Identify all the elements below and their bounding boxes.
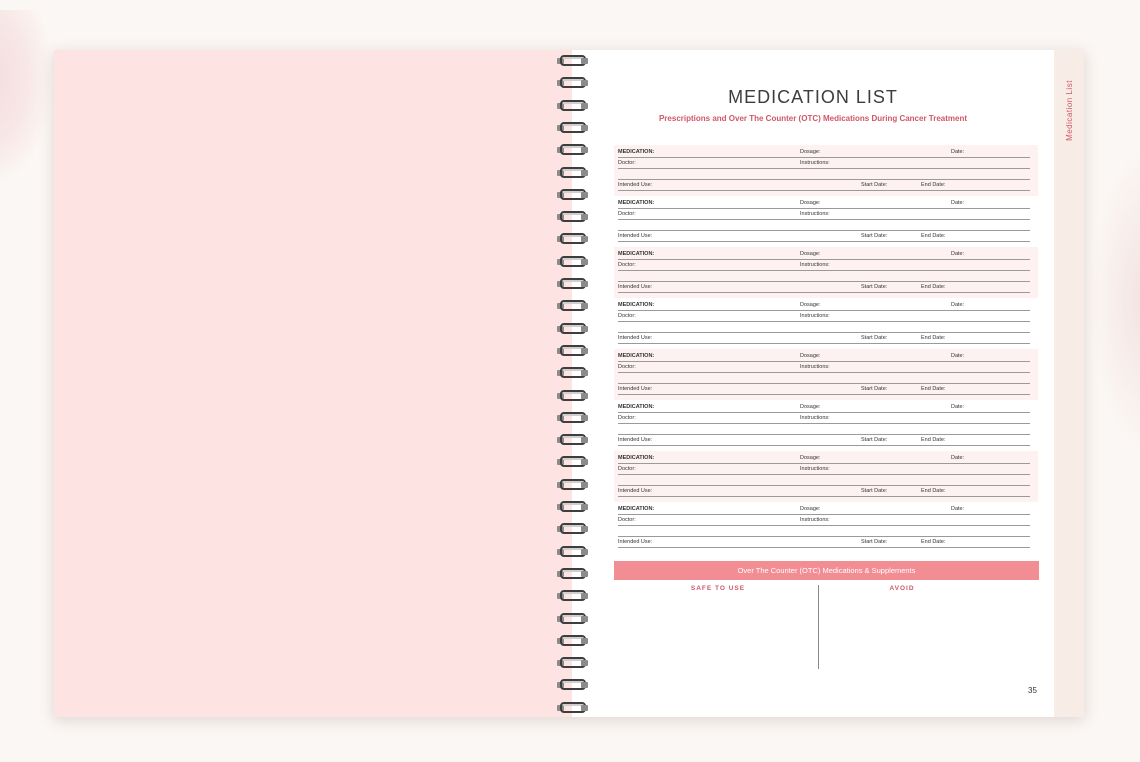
background-blossom-right (1090, 150, 1140, 450)
doctor-label: Doctor: (618, 160, 636, 166)
date-label: Date: (951, 200, 965, 206)
spiral-ring (554, 701, 592, 715)
dosage-label: Dosage: (800, 404, 821, 410)
medication-entry (614, 451, 1038, 502)
start-date-label: Start Date: (861, 386, 888, 392)
start-date-label: Start Date: (861, 233, 888, 239)
medication-label: MEDICATION: (618, 200, 655, 206)
column-divider (818, 585, 819, 669)
dosage-label: Dosage: (800, 149, 821, 155)
spiral-ring (554, 143, 592, 157)
start-date-label: Start Date: (861, 437, 888, 443)
end-date-label: End Date: (921, 488, 946, 494)
dosage-label: Dosage: (800, 302, 821, 308)
doctor-label: Doctor: (618, 211, 636, 217)
spiral-ring (554, 634, 592, 648)
right-page (572, 50, 1054, 717)
intended-use-row[interactable] (618, 536, 1030, 548)
start-date-label: Start Date: (861, 182, 888, 188)
spiral-ring (554, 678, 592, 692)
instructions-label: Instructions: (800, 313, 830, 319)
doctor-label: Doctor: (618, 415, 636, 421)
intended-use-label: Intended Use: (618, 437, 653, 443)
spiral-ring (554, 411, 592, 425)
doctor-label: Doctor: (618, 466, 636, 472)
side-tab[interactable] (1054, 50, 1084, 717)
otc-banner (614, 561, 1039, 580)
spiral-ring (554, 344, 592, 358)
medication-label: MEDICATION: (618, 149, 655, 155)
page-subtitle: Prescriptions and Over The Counter (OTC) Medications During Cancer Treatment (658, 114, 968, 123)
start-date-label: Start Date: (861, 539, 888, 545)
intended-use-label: Intended Use: (618, 284, 653, 290)
medication-entry (614, 502, 1038, 553)
medication-label: MEDICATION: (618, 506, 655, 512)
medication-entry (614, 196, 1038, 247)
spiral-ring (554, 389, 592, 403)
spiral-ring (554, 522, 592, 536)
date-label: Date: (951, 455, 965, 461)
page-title: MEDICATION LIST (728, 87, 898, 107)
spiral-ring (554, 656, 592, 670)
end-date-label: End Date: (921, 386, 946, 392)
spiral-ring (554, 76, 592, 90)
medication-label: MEDICATION: (618, 353, 655, 359)
intended-use-row[interactable] (618, 281, 1030, 293)
dosage-label: Dosage: (800, 506, 821, 512)
end-date-label: End Date: (921, 539, 946, 545)
medication-entry (614, 145, 1038, 196)
spiral-ring (554, 433, 592, 447)
spiral-ring (554, 455, 592, 469)
spiral-ring (554, 277, 592, 291)
instructions-label: Instructions: (800, 466, 830, 472)
start-date-label: Start Date: (861, 488, 888, 494)
spiral-ring (554, 567, 592, 581)
intended-use-label: Intended Use: (618, 539, 653, 545)
background-blossom-left (0, 10, 50, 180)
page-number: 35 (1028, 686, 1037, 695)
date-label: Date: (951, 404, 965, 410)
doctor-label: Doctor: (618, 517, 636, 523)
safe-to-use-heading: SAFE TO USE (690, 585, 746, 592)
dosage-label: Dosage: (800, 251, 821, 257)
instructions-label: Instructions: (800, 364, 830, 370)
spiral-ring (554, 188, 592, 202)
intended-use-label: Intended Use: (618, 386, 653, 392)
instructions-label: Instructions: (800, 415, 830, 421)
spiral-ring (554, 612, 592, 626)
intended-use-label: Intended Use: (618, 233, 653, 239)
medication-label: MEDICATION: (618, 404, 655, 410)
medication-label: MEDICATION: (618, 455, 655, 461)
instructions-label: Instructions: (800, 517, 830, 523)
spiral-ring (554, 99, 592, 113)
intended-use-row[interactable] (618, 383, 1030, 395)
date-label: Date: (951, 302, 965, 308)
doctor-label: Doctor: (618, 364, 636, 370)
intended-use-label: Intended Use: (618, 335, 653, 341)
dosage-label: Dosage: (800, 353, 821, 359)
instructions-label: Instructions: (800, 211, 830, 217)
doctor-label: Doctor: (618, 313, 636, 319)
medication-entries (614, 145, 1038, 553)
spiral-ring (554, 232, 592, 246)
spiral-ring (554, 166, 592, 180)
end-date-label: End Date: (921, 182, 946, 188)
medication-entry (614, 349, 1038, 400)
start-date-label: Start Date: (861, 284, 888, 290)
medication-label: MEDICATION: (618, 251, 655, 257)
intended-use-row[interactable] (618, 179, 1030, 191)
spiral-ring (554, 322, 592, 336)
dosage-label: Dosage: (800, 200, 821, 206)
spiral-ring (554, 299, 592, 313)
dosage-label: Dosage: (800, 455, 821, 461)
spiral-ring (554, 210, 592, 224)
end-date-label: End Date: (921, 335, 946, 341)
side-tab-label: Medication List (1064, 79, 1074, 141)
medication-label: MEDICATION: (618, 302, 655, 308)
spiral-ring (554, 545, 592, 559)
spiral-ring (554, 500, 592, 514)
medication-entry (614, 298, 1038, 349)
date-label: Date: (951, 251, 965, 257)
left-page (54, 50, 572, 717)
medication-entry (614, 400, 1038, 451)
intended-use-row[interactable] (618, 230, 1030, 242)
instructions-label: Instructions: (800, 262, 830, 268)
doctor-label: Doctor: (618, 262, 636, 268)
spiral-binding (554, 54, 594, 716)
instructions-label: Instructions: (800, 160, 830, 166)
date-label: Date: (951, 149, 965, 155)
spiral-ring (554, 121, 592, 135)
open-planner (54, 50, 1084, 717)
date-label: Date: (951, 353, 965, 359)
avoid-heading: AVOID (889, 585, 915, 592)
spiral-ring (554, 54, 592, 68)
end-date-label: End Date: (921, 437, 946, 443)
end-date-label: End Date: (921, 284, 946, 290)
intended-use-label: Intended Use: (618, 488, 653, 494)
intended-use-row[interactable] (618, 434, 1030, 446)
otc-banner-label: Over The Counter (OTC) Medications & Supplements (737, 566, 916, 575)
end-date-label: End Date: (921, 233, 946, 239)
intended-use-row[interactable] (618, 332, 1030, 344)
spiral-ring (554, 255, 592, 269)
medication-entry (614, 247, 1038, 298)
spiral-ring (554, 589, 592, 603)
intended-use-label: Intended Use: (618, 182, 653, 188)
spiral-ring (554, 478, 592, 492)
spiral-ring (554, 366, 592, 380)
start-date-label: Start Date: (861, 335, 888, 341)
intended-use-row[interactable] (618, 485, 1030, 497)
date-label: Date: (951, 506, 965, 512)
